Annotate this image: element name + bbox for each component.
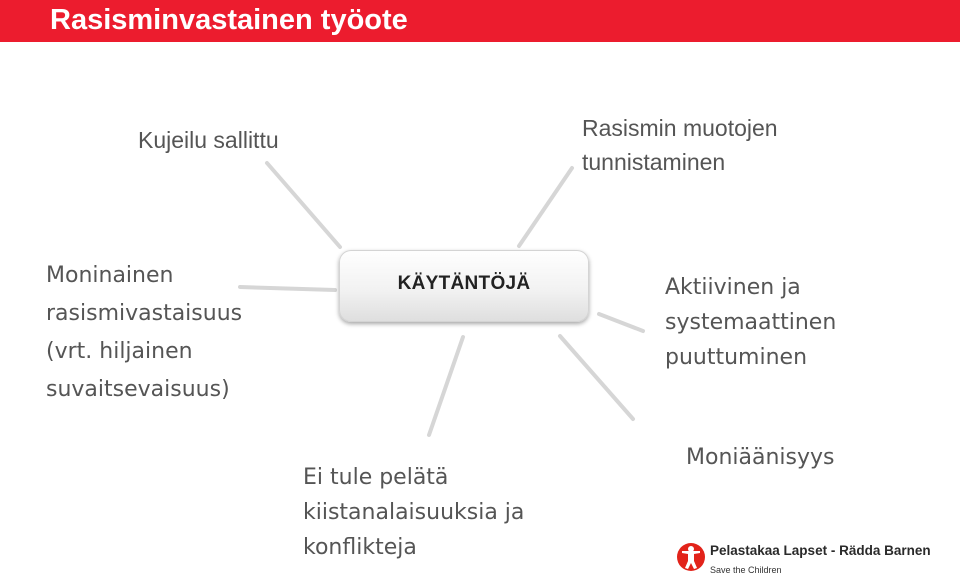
node-moninainen-line-3: (vrt. hiljainen bbox=[46, 339, 193, 364]
node-kujeilu bbox=[138, 126, 279, 154]
center-node bbox=[339, 250, 589, 322]
save-the-children-icon bbox=[676, 542, 706, 572]
node-konfliktit bbox=[303, 460, 524, 565]
connector-kujeilu bbox=[267, 163, 340, 247]
logo-name: Pelastakaa Lapset - Rädda Barnen bbox=[710, 543, 931, 558]
connector-aktiivinen bbox=[599, 314, 643, 331]
connector-moniaanisyys bbox=[560, 336, 633, 419]
node-kujeilu-line-1: Kujeilu sallittu bbox=[138, 127, 279, 153]
node-konfliktit-line-2: kiistanalaisuuksia ja bbox=[303, 500, 525, 525]
save-the-children-logo bbox=[676, 540, 936, 579]
connector-moninainen bbox=[240, 287, 335, 290]
connector-tunnistaminen bbox=[519, 168, 572, 246]
node-tunnistaminen-line-2: tunnistaminen bbox=[582, 149, 726, 175]
node-moninainen-line-4: suvaitsevaisuus) bbox=[46, 377, 230, 402]
node-konfliktit-line-1: Ei tule pelätä bbox=[303, 465, 449, 490]
node-tunnistaminen bbox=[582, 111, 778, 179]
node-moninainen bbox=[46, 257, 242, 409]
node-aktiivinen bbox=[665, 270, 836, 375]
node-moniaanisyys-line-1: Moniäänisyys bbox=[686, 445, 835, 470]
node-aktiivinen-line-2: systemaattinen bbox=[665, 310, 837, 335]
node-moniaanisyys bbox=[686, 441, 834, 475]
connector-konfliktit bbox=[429, 337, 463, 435]
node-aktiivinen-line-3: puuttuminen bbox=[665, 345, 808, 370]
center-label: KÄYTÄNTÖJÄ bbox=[397, 273, 531, 294]
node-moninainen-line-2: rasismivastaisuus bbox=[46, 301, 243, 326]
node-aktiivinen-line-1: Aktiivinen ja bbox=[665, 275, 801, 300]
logo-tagline: Save the Children bbox=[710, 565, 782, 575]
node-konfliktit-line-3: konflikteja bbox=[303, 535, 417, 560]
node-tunnistaminen-line-1: Rasismin muotojen bbox=[582, 115, 778, 141]
node-moninainen-line-1: Moninainen bbox=[46, 263, 174, 288]
slide-title: Rasisminvastainen työote bbox=[50, 4, 408, 36]
